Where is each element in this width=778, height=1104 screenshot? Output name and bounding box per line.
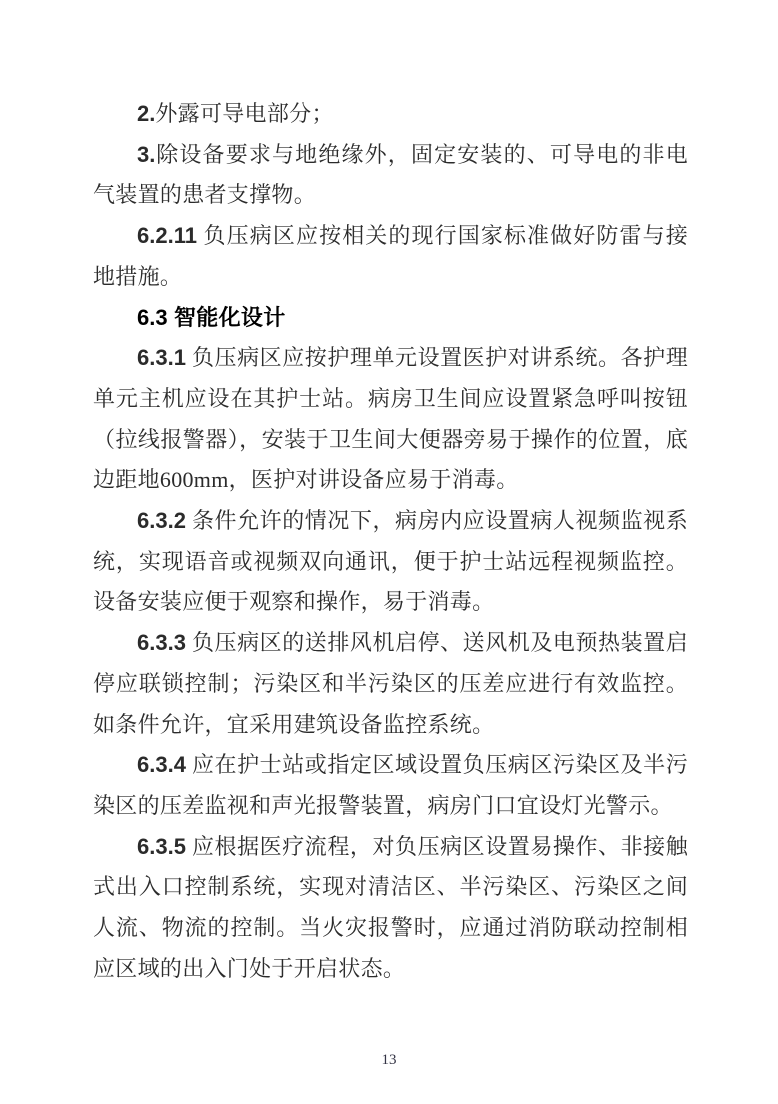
clause-text: 除设备要求与地绝缘外，固定安装的、可导电的非电气装置的患者支撑物。 (93, 141, 688, 208)
clause-paragraph (93, 216, 688, 297)
clause-text: 负压病区应按护理单元设置医护对讲系统。各护理单元主机应设在其护士站。病房卫生间应设置紧急呼叫按钮（拉线报警器），安装于卫生间大便器旁易于操作的位置，底边距地600mm，医护对讲设备应易于消毒。 (93, 345, 688, 493)
clause-paragraph (93, 623, 688, 745)
clause-paragraph (93, 94, 688, 135)
page-footer (0, 1050, 778, 1070)
clause-number: 6.3 (137, 304, 168, 330)
clause-number: 6.3.1 (137, 345, 186, 371)
clause-paragraph (93, 827, 688, 990)
paragraph-container (93, 94, 688, 989)
clause-number: 6.2.11 (137, 223, 197, 249)
clause-number: 6.3.5 (137, 833, 186, 859)
clause-number: 3. (137, 141, 156, 167)
clause-text: 外露可导电部分； (155, 101, 334, 126)
page-number: 13 (381, 1052, 397, 1068)
clause-text: 负压病区应按相关的现行国家标准做好防雷与接地措施。 (93, 223, 688, 289)
clause-number: 6.3.4 (137, 752, 186, 778)
clause-text: 应根据医疗流程，对负压病区设置易操作、非接触式出入口控制系统，实现对清洁区、半污染区、污染区之间人流、物流的控制。当火灾报警时，应通过消防联动控制相应区域的出入门处于开启状态。 (93, 833, 688, 981)
clause-text: 条件允许的情况下，病房内应设置病人视频监视系统，实现语音或视频双向通讯，便于护士站远程视频监控。设备安装应便于观察和操作，易于消毒。 (93, 508, 688, 615)
clause-paragraph (93, 135, 688, 216)
clause-paragraph (93, 501, 688, 623)
clause-number: 6.3.2 (137, 508, 186, 534)
clause-paragraph (93, 745, 688, 826)
heading-text: 智能化设计 (167, 304, 286, 330)
clause-number: 6.3.3 (137, 630, 186, 656)
clause-paragraph (93, 338, 688, 501)
document-body (93, 94, 688, 989)
section-heading (93, 298, 688, 339)
clause-number: 2. (137, 101, 156, 126)
clause-text: 负压病区的送排风机启停、送风机及电预热装置启停应联锁控制；污染区和半污染区的压差应进行有效监控。如条件允许，宜采用建筑设备监控系统。 (93, 630, 688, 737)
clause-text: 应在护士站或指定区域设置负压病区污染区及半污染区的压差监视和声光报警装置，病房门口宜设灯光警示。 (93, 752, 688, 818)
